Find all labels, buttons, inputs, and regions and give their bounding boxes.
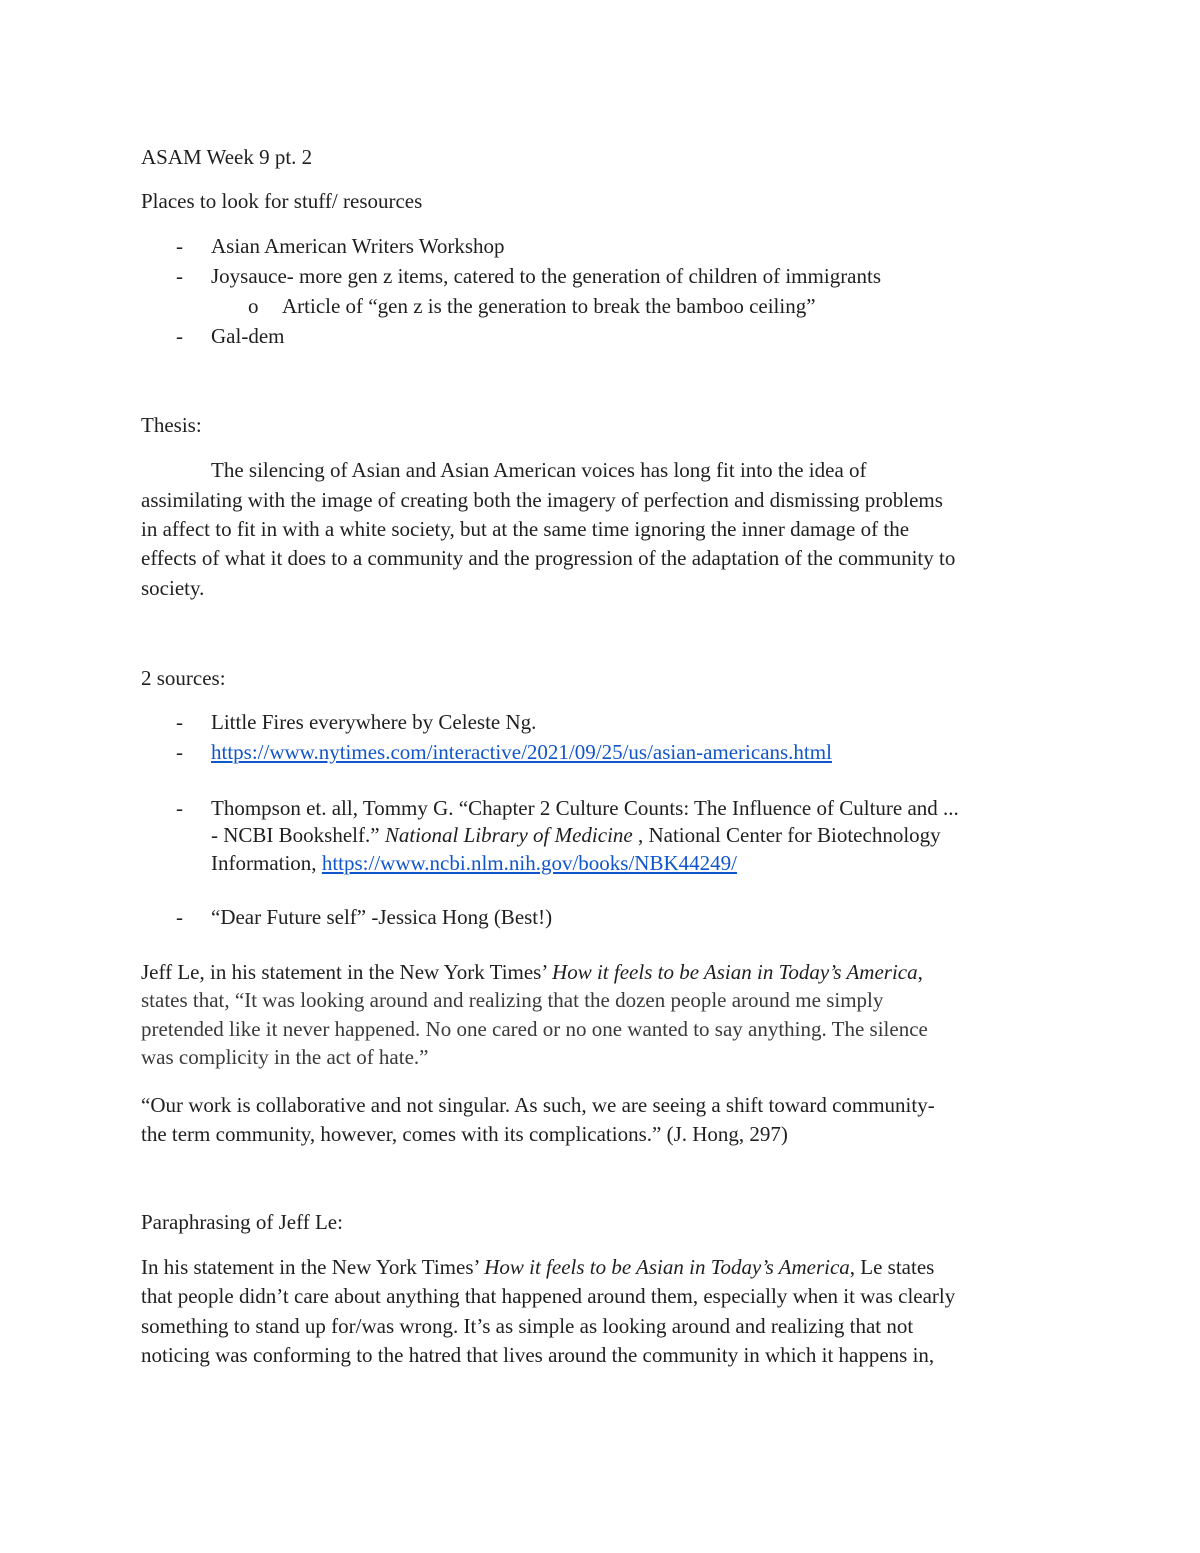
jeff-quote-line: states that, “It was looking around and realizing that the dozen people around me simply (141, 988, 884, 1012)
paraphrase-line: that people didn’t care about anything that happened around them, especially when it was clearly (141, 1284, 956, 1308)
bullet-dash: - (176, 796, 183, 820)
bullet-dash: - (176, 264, 183, 288)
nytimes-link[interactable]: https://www.nytimes.com/interactive/2021/09/25/us/asian-americans.html (211, 740, 832, 764)
resources-heading: Places to look for stuff/ resources (141, 189, 423, 213)
jeff-quote-line: was complicity in the act of hate.” (141, 1045, 429, 1069)
jeff-quote-line: pretended like it never happened. No one cared or no one wanted to say anything. The silence (141, 1017, 928, 1041)
thesis-line: society. (141, 576, 205, 600)
sub-bullet-o: o (248, 294, 259, 318)
thesis-line: assimilating with the image of creating both the imagery of perfection and dismissing problems (141, 488, 943, 512)
source-item-little-fires: Little Fires everywhere by Celeste Ng. (211, 710, 537, 734)
source-item-dear-future-self: “Dear Future self” -Jessica Hong (Best!) (211, 905, 553, 929)
citation-line (211, 821, 941, 849)
quote-text: Jeff Le, in his statement in the New York Times’ (141, 960, 547, 984)
resource-item-joysauce: Joysauce- more gen z items, catered to the generation of children of immigrants (211, 264, 882, 288)
article-title: How it feels to be Asian in Today’s America (552, 960, 918, 984)
bullet-dash: - (176, 740, 183, 764)
paraphrase-text: In his statement in the New York Times’ (141, 1255, 479, 1279)
bullet-dash: - (176, 905, 183, 929)
bullet-dash: - (176, 324, 183, 348)
document-title: ASAM Week 9 pt. 2 (141, 145, 313, 169)
sources-heading: 2 sources: (141, 666, 226, 690)
bullet-dash: - (176, 710, 183, 734)
ncbi-link[interactable]: https://www.ncbi.nlm.nih.gov/books/NBK44249/ (321, 851, 737, 875)
hong-quote-line: “Our work is collaborative and not singular. As such, we are seeing a shift toward community- (141, 1093, 935, 1117)
resource-item-aawe: Asian American Writers Workshop (211, 234, 505, 258)
thesis-line: in affect to fit in with a white society, but at the same time ignoring the inner damage of the (141, 517, 910, 541)
citation-text: Information, (211, 851, 317, 875)
citation-line (211, 849, 737, 877)
thesis-line: The silencing of Asian and Asian American voices has long fit into the idea of (211, 458, 867, 482)
resource-item-galdem: Gal-dem (211, 324, 285, 348)
citation-line: Thompson et. all, Tommy G. “Chapter 2 Culture Counts: The Influence of Culture and ... (211, 796, 959, 820)
paraphrase-line: noticing was conforming to the hatred that lives around the community in which it happens in, (141, 1343, 935, 1367)
paraphrase-line (141, 1253, 934, 1281)
thesis-line: effects of what it does to a community and the progression of the adaptation of the community to (141, 546, 956, 570)
citation-text: , National Center for Biotechnology (637, 823, 941, 847)
quote-text: , (917, 960, 923, 984)
citation-text: - NCBI Bookshelf.” (211, 823, 380, 847)
jeff-quote-line (141, 958, 923, 986)
bullet-dash: - (176, 234, 183, 258)
article-title: How it feels to be Asian in Today’s America (484, 1255, 850, 1279)
thesis-heading: Thesis: (141, 413, 202, 437)
paraphrase-line: something to stand up for/was wrong. It’s as simple as looking around and realizing that not (141, 1314, 914, 1338)
citation-journal: National Library of Medicine (384, 823, 633, 847)
resource-sub-item-article: Article of “gen z is the generation to break the bamboo ceiling” (282, 294, 816, 318)
hong-quote-line: the term community, however, comes with its complications.” (J. Hong, 297) (141, 1122, 788, 1146)
paraphrase-text: , Le states (849, 1255, 935, 1279)
paraphrase-heading: Paraphrasing of Jeff Le: (141, 1210, 343, 1234)
